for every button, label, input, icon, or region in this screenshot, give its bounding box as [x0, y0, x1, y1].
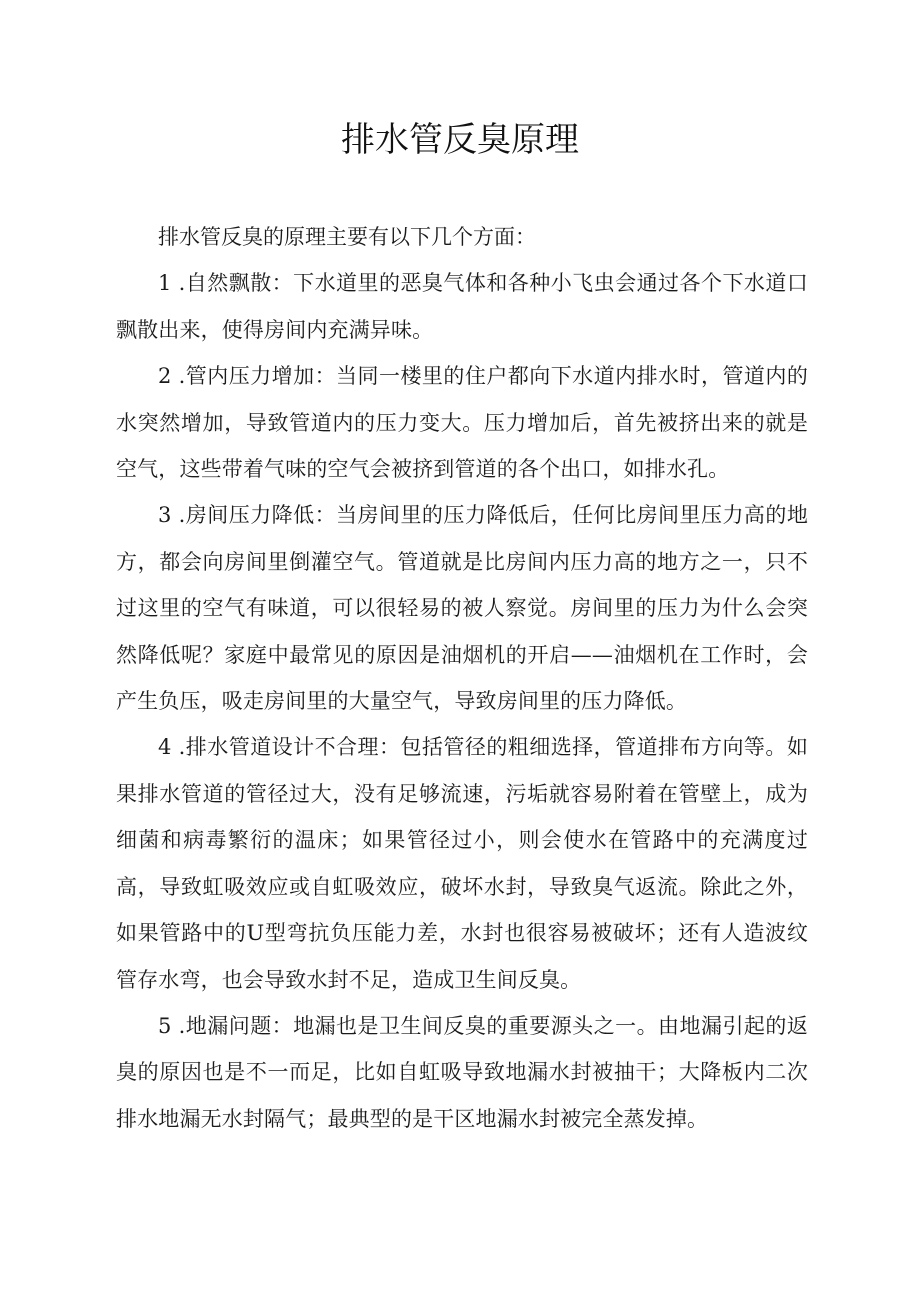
intro-paragraph: 排水管反臭的原理主要有以下几个方面：	[158, 225, 536, 249]
document-title: 排水管反臭原理	[341, 120, 579, 160]
list-item-5: 5 .地漏问题：地漏也是卫生间反臭的重要源头之一。由地漏引起的返臭的原因也是不一而足，比如自虹吸导致地漏水封被抽干；大降板内二次排水地漏无水封隔气；最典型的是干区地漏水封被完全蒸发掉。	[116, 1013, 808, 1131]
list-item-2: 2 .管内压力增加：当同一楼里的住户都向下水道内排水时，管道内的水突然增加，导致管道内的压力变大。压力增加后，首先被挤出来的就是空气，这些带着气味的空气会被挤到管道的各个出口，如排水孔。	[116, 364, 808, 482]
list-item-3: 3 .房间压力降低：当房间里的压力降低后，任何比房间里压力高的地方，都会向房间里倒灌空气。管道就是比房间内压力高的地方之一，只不过这里的空气有味道，可以很轻易的被人察觉。房间里的压力为什么会突然降低呢？家庭中最常见的原因是油烟机的开启——油烟机在工作时，会产生负压，吸走房间里的大量空气，导致房间里的压力降低。	[116, 503, 808, 714]
document-body	[116, 214, 808, 1142]
list-item-4: 4 .排水管道设计不合理：包括管径的粗细选择，管道排布方向等。如果排水管道的管径过大，没有足够流速，污垢就容易附着在管壁上，成为细菌和病毒繁衍的温床；如果管径过小，则会使水在管路中的充满度过高，导致虹吸效应或自虹吸效应，破坏水封，导致臭气返流。除此之外，如果管路中的U型弯抗负压能力差，水封也很容易被破坏；还有人造波纹管存水弯，也会导致水封不足，造成卫生间反臭。	[116, 735, 808, 992]
list-item-1: 1 .自然飘散：下水道里的恶臭气体和各种小飞虫会通过各个下水道口飘散出来，使得房间内充满异味。	[116, 271, 808, 342]
